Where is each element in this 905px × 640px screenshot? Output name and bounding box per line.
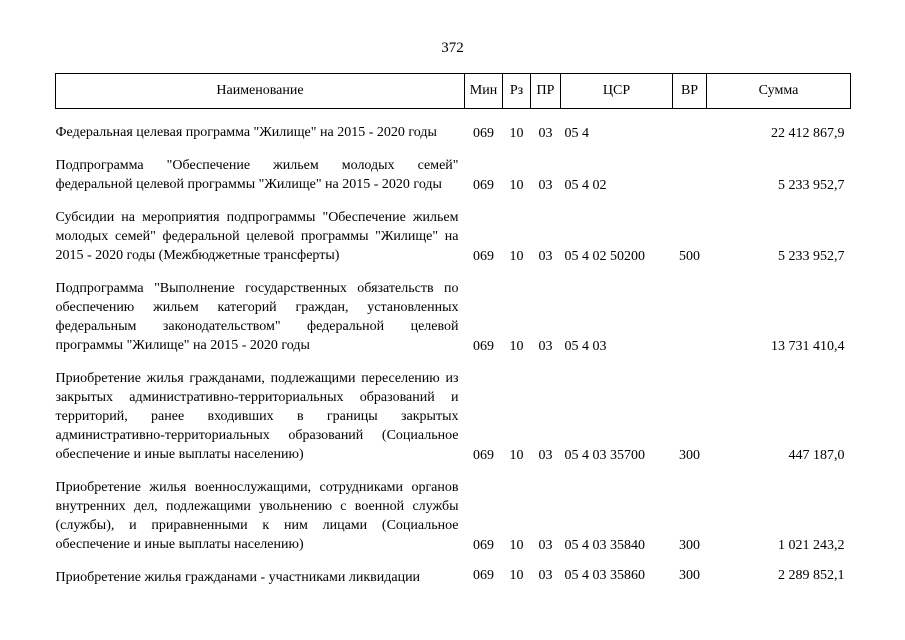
row-pr: 03: [538, 178, 553, 193]
table-row: [56, 208, 851, 265]
header-csr: ЦСР: [561, 74, 673, 109]
header-vr: ВР: [673, 74, 707, 109]
row-sum: 447 187,0: [788, 448, 845, 463]
row-sum: 5 233 952,7: [778, 178, 845, 193]
row-csr: 05 4 02: [564, 178, 607, 193]
table-header-row: [56, 74, 851, 109]
row-name: Подпрограмма "Обеспечение жильем молодых семей" федеральной целевой программы "Жилище" на 2015 - 2020 годы: [55, 158, 459, 192]
row-pr: 03: [538, 339, 553, 354]
row-min: 069: [473, 126, 494, 141]
row-csr: 05 4 03: [564, 339, 607, 354]
row-name: Федеральная целевая программа "Жилище" на 2015 - 2020 годы: [55, 125, 437, 140]
header-min: Мин: [465, 74, 503, 109]
row-min: 069: [473, 249, 494, 264]
row-rz: 10: [509, 178, 524, 193]
row-pr: 03: [538, 126, 553, 141]
row-name: Подпрограмма "Выполнение государственных обязательств по обеспечению жильем категорий граждан, установленных федеральным законодательством" федеральной целевой программы "Жилище" на 2015 - 2020 годы: [55, 281, 459, 353]
row-vr: [673, 156, 707, 194]
row-csr: 05 4 03 35860: [564, 568, 645, 583]
row-rz: 10: [509, 448, 524, 463]
table-row: [56, 123, 851, 142]
row-rz: 10: [509, 249, 524, 264]
row-vr: 300: [679, 568, 700, 583]
table-row: [56, 369, 851, 464]
row-pr: 03: [538, 538, 553, 553]
header-sum: Сумма: [707, 74, 851, 109]
row-rz: 10: [509, 568, 524, 583]
table-row: [56, 156, 851, 194]
row-csr: 05 4 03 35700: [564, 448, 645, 463]
row-csr: 05 4: [564, 126, 589, 141]
row-sum: 1 021 243,2: [778, 538, 845, 553]
header-pr: ПР: [531, 74, 561, 109]
row-sum: 13 731 410,4: [771, 339, 845, 354]
row-pr: 03: [538, 249, 553, 264]
header-name: Наименование: [56, 74, 465, 109]
row-rz: 10: [509, 538, 524, 553]
row-name: Приобретение жилья гражданами, подлежащими переселению из закрытых административно-территориальных образований и территорий, ранее входивших в границы закрытых административно-территориальных образований (Социальное обеспечение и иные выплаты населению): [55, 371, 459, 462]
row-rz: 10: [509, 339, 524, 354]
row-csr: 05 4 02 50200: [564, 249, 645, 264]
row-pr: 03: [538, 568, 553, 583]
row-vr: 500: [679, 249, 700, 264]
table-row: [56, 478, 851, 554]
row-vr: [673, 123, 707, 142]
row-name: Субсидии на мероприятия подпрограммы "Обеспечение жильем молодых семей" федеральной целевой программы "Жилище" на 2015 - 2020 годы (Межбюджетные трансферты): [55, 210, 459, 263]
row-rz: 10: [509, 126, 524, 141]
table-row: [56, 568, 851, 587]
row-csr: 05 4 03 35840: [564, 538, 645, 553]
row-sum: 2 289 852,1: [778, 568, 845, 583]
row-name: Приобретение жилья военнослужащими, сотрудниками органов внутренних дел, подлежащими увольнению с военной службы (службы), и приравненными к ним лицами (Социальное обеспечение и иные выплаты населению): [55, 480, 459, 552]
page-number: 372: [441, 40, 464, 56]
table-row: [56, 279, 851, 355]
row-min: 069: [473, 538, 494, 553]
row-min: 069: [473, 448, 494, 463]
row-vr: 300: [679, 538, 700, 553]
header-rz: Рз: [503, 74, 531, 109]
row-sum: 5 233 952,7: [778, 249, 845, 264]
row-pr: 03: [538, 448, 553, 463]
row-name: Приобретение жилья гражданами - участниками ликвидации: [55, 570, 421, 585]
budget-table: [55, 73, 851, 587]
row-sum: 22 412 867,9: [771, 126, 845, 141]
row-vr: 300: [679, 448, 700, 463]
row-min: 069: [473, 178, 494, 193]
row-min: 069: [473, 568, 494, 583]
row-min: 069: [473, 339, 494, 354]
row-vr: [673, 279, 707, 355]
